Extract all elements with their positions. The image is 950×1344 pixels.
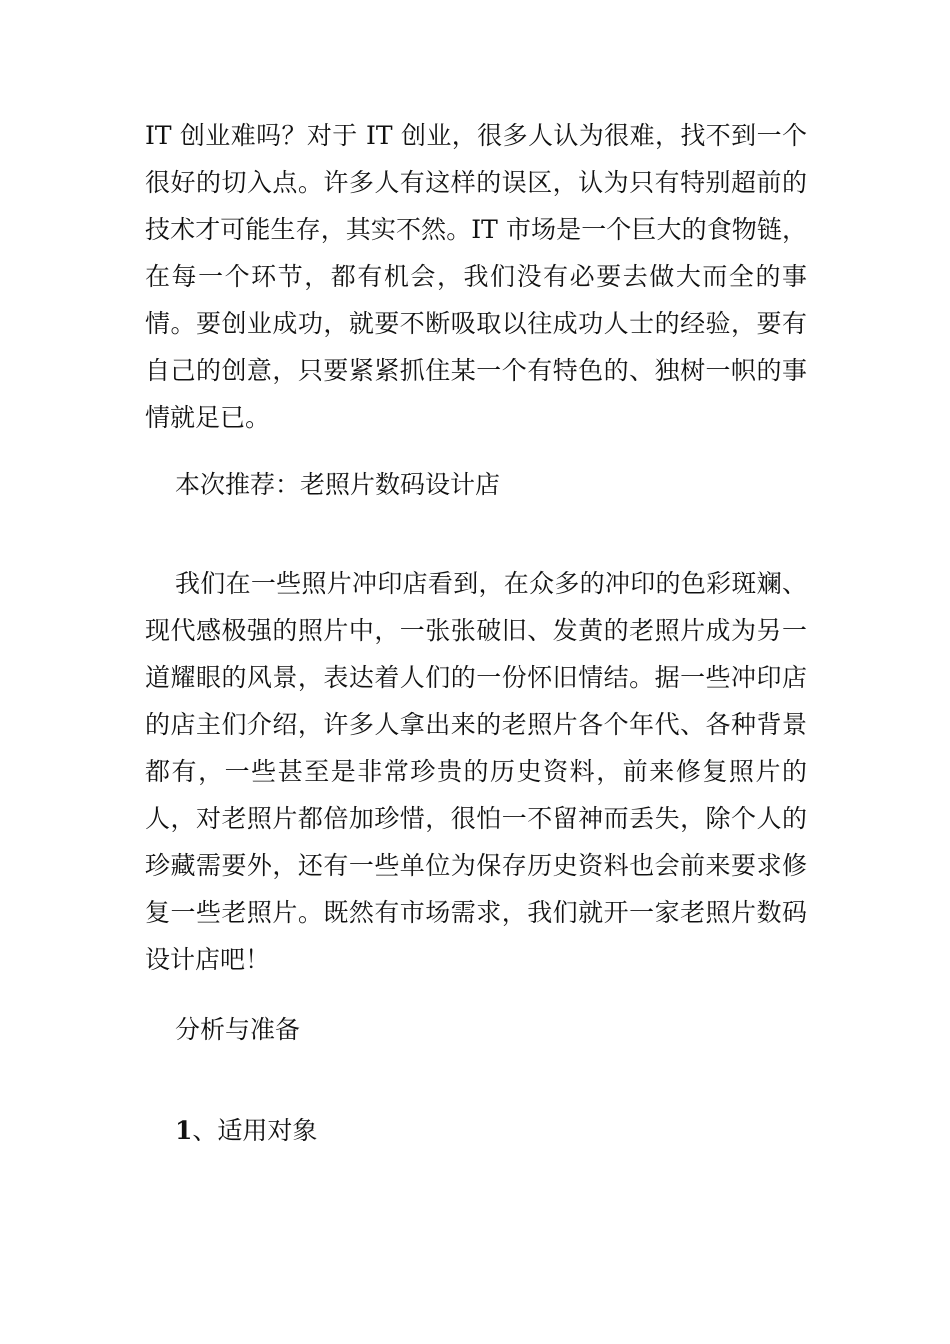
section-heading-target [175,1107,317,1154]
recommend-heading: 本次推荐：老照片数码设计店 [175,470,501,499]
analysis-heading: 分析与准备 [175,1015,301,1044]
section-number: 1 [175,1116,193,1145]
body-paragraph: 我们在一些照片冲印店看到，在众多的冲印的色彩斑斓、现代感极强的照片中，一张张破旧、发黄的老照片成为另一道耀眼的风景，表达着人们的一份怀旧情结。据一些冲印店的店主们介绍，许多人拿出来的老照片各个年代、各种背景都有，一些甚至是非常珍贵的历史资料，前来修复照片的人，对老照片都倍加珍惜，很怕一不留神而丢失，除个人的珍藏需要外，还有一些单位为保存历史资料也会前来要求修复一些老照片。既然有市场需求，我们就开一家老照片数码设计店吧！ [145,569,807,974]
section-title: 、适用对象 [192,1116,318,1145]
intro-paragraph: IT 创业难吗？对于 IT 创业，很多人认为很难，找不到一个很好的切入点。许多人有这样的误区，认为只有特别超前的技术才可能生存，其实不然。IT 市场是一个巨大的食物链，在每一个环节，都有机会，我们没有必要去做大而全的事情。要创业成功，就要不断吸取以往成功人士的经验，要有自己的创意，只要紧紧抓住某一个有特色的、独树一帜的事情就足已。 [145,121,807,432]
